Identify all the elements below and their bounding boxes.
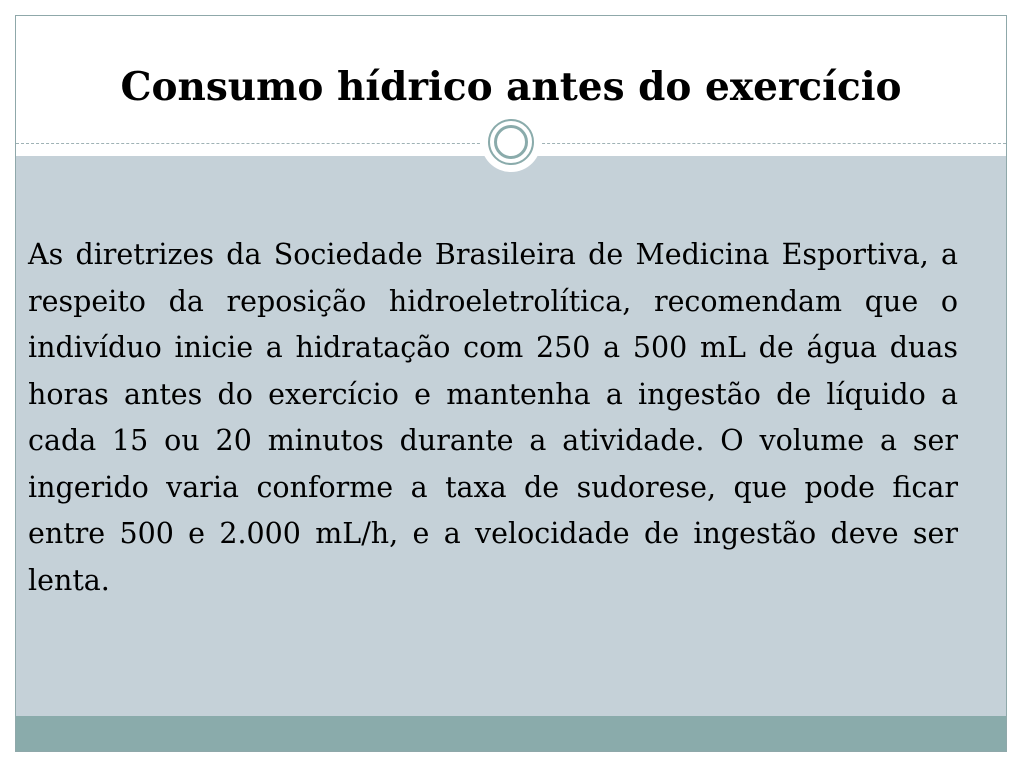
slide-body-text: As diretrizes da Sociedade Brasileira de Medicina Esportiva, a respeito da reposição hidroeletrolítica, recomendam que o indivíduo inicie a hidratação com 250 a 500 mL de água duas horas antes do exercício e mantenha a ingestão de líquido a cada 15 ou 20 minutos durante a atividade. O volume a ser ingerido varia conforme a taxa de sudorese, que pode ficar entre 500 e 2.000 mL/h, e a velocidade de ingestão deve ser lenta. (28, 238, 958, 597)
ornament-outer-ring (488, 119, 534, 165)
slide-title: Consumo hídrico antes do exercício (120, 64, 902, 110)
ornament-inner-ring (494, 125, 528, 159)
footer-bar (16, 716, 1006, 751)
circle-ornament-icon (481, 112, 541, 172)
